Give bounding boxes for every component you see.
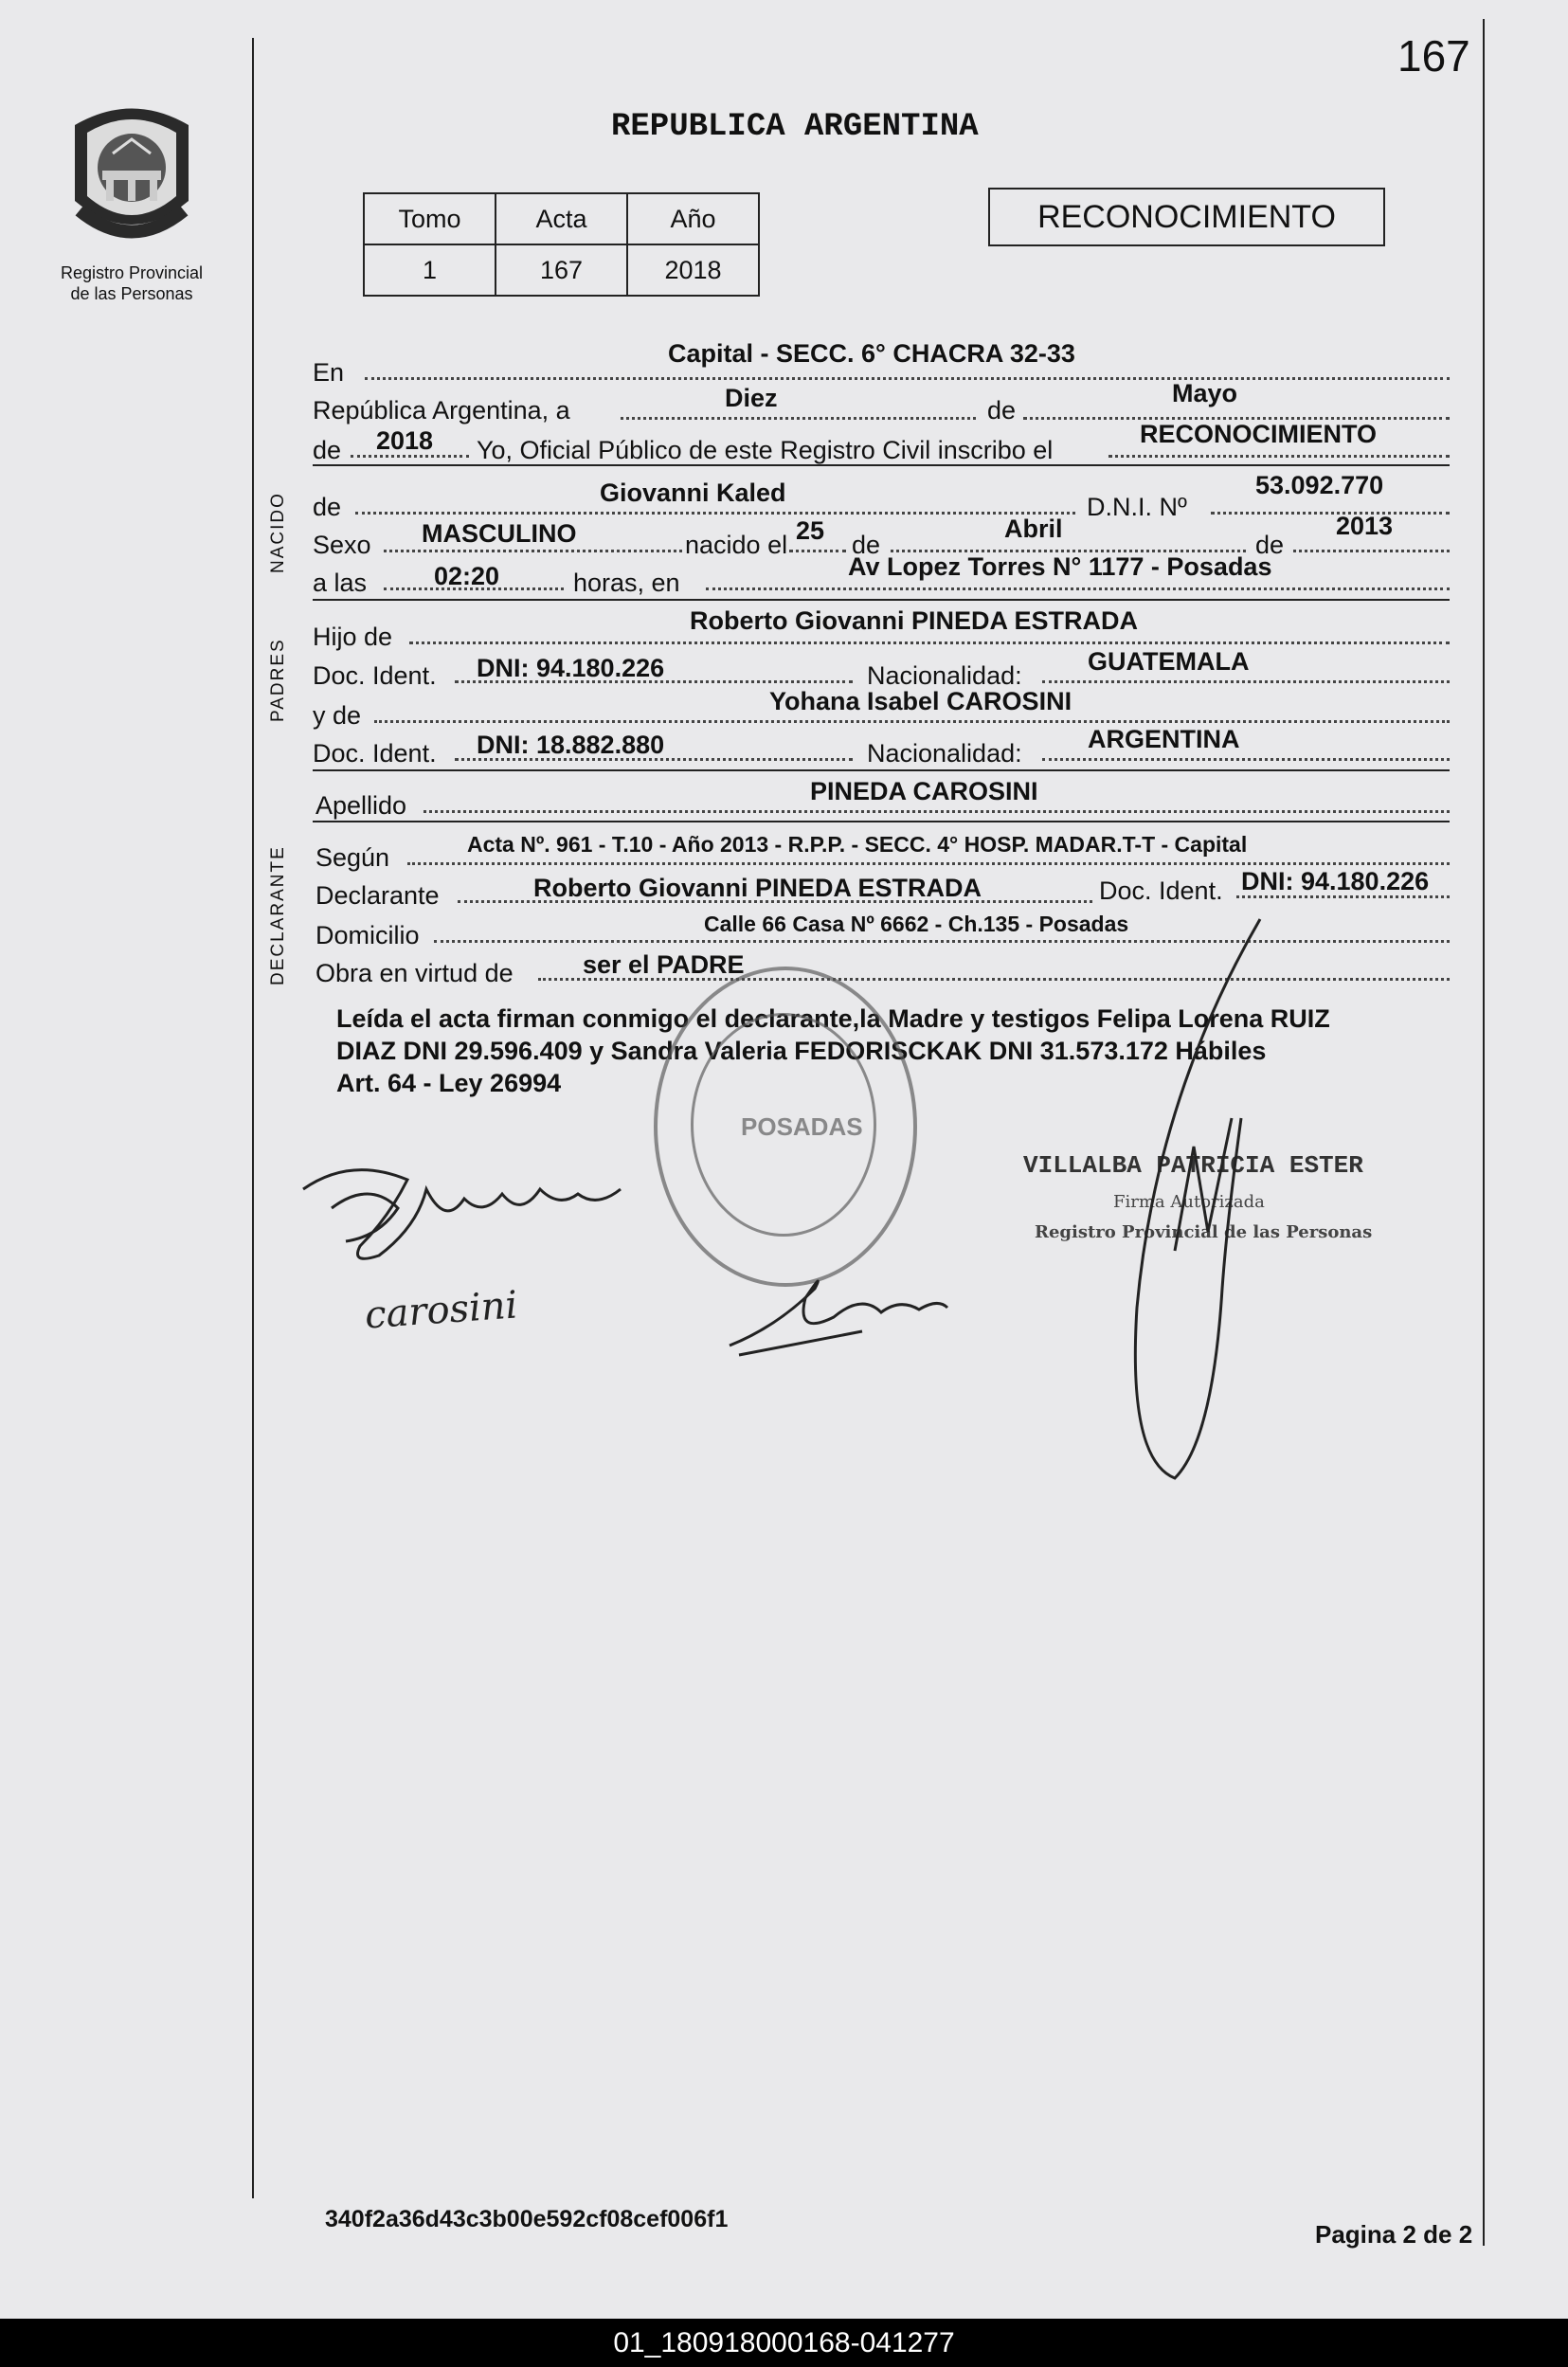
apellido-value: PINEDA CAROSINI	[810, 777, 1038, 805]
nac-mes-value: Abril	[1004, 515, 1063, 543]
side-label-padres: PADRES	[268, 638, 288, 722]
inscribo-dotted-line	[1108, 455, 1450, 458]
nac-dia-dotted-line	[789, 550, 846, 552]
nombre-de-label: de	[313, 493, 342, 521]
padre-doc-label: Doc. Ident.	[313, 661, 437, 690]
tomo-value: 1	[364, 244, 496, 296]
official-stamp-role: Firma Autorizada	[1113, 1192, 1265, 1212]
provincia-misiones-seal-icon	[61, 97, 203, 258]
anio-de-label: de	[313, 436, 342, 464]
declarante-doc-label: Doc. Ident.	[1099, 876, 1223, 905]
declarante-doc-value: DNI: 94.180.226	[1241, 867, 1430, 895]
hijo-de-label: Hijo de	[313, 623, 393, 651]
closing-line-2: DIAZ DNI 29.596.409 y Sandra Valeria FEDORISCKAK DNI 31.573.172 Hábiles	[336, 1037, 1267, 1065]
padre-nac-dotted-line	[1042, 680, 1450, 683]
declarante-value: Roberto Giovanni PINEDA ESTRADA	[533, 874, 982, 902]
mes-value: Mayo	[1172, 379, 1238, 407]
section-divider-3	[313, 769, 1450, 771]
seal-text: POSADAS	[741, 1112, 863, 1141]
madre-value: Yohana Isabel CAROSINI	[769, 687, 1072, 715]
madre-nac-value: ARGENTINA	[1088, 725, 1240, 753]
registry-round-seal	[654, 967, 917, 1287]
dni-value: 53.092.770	[1255, 471, 1384, 499]
side-label-nacido: NACIDO	[268, 492, 288, 573]
en-value: Capital - SECC. 6° CHACRA 32-33	[668, 339, 1075, 368]
padre-value: Roberto Giovanni PINEDA ESTRADA	[690, 606, 1139, 635]
acta-value: 167	[496, 244, 627, 296]
obra-label: Obra en virtud de	[315, 959, 514, 987]
declarante-signature	[294, 1151, 644, 1274]
segun-label: Según	[315, 843, 390, 872]
domicilio-value: Calle 66 Casa Nº 6662 - Ch.135 - Posadas	[704, 912, 1129, 936]
nombre-value: Giovanni Kaled	[600, 479, 786, 507]
dni-dotted-line	[1211, 512, 1450, 515]
nombre-dotted-line	[355, 512, 1075, 515]
closing-line-1: Leída el acta firman conmigo el declarante,la Madre y testigos Felipa Lorena RUIZ	[336, 1004, 1330, 1033]
right-margin-line	[1483, 19, 1485, 2246]
lugar-value: Av Lopez Torres N° 1177 - Posadas	[848, 552, 1272, 581]
anio-value: 2018	[376, 426, 434, 455]
republica-label: República Argentina, a	[313, 396, 570, 425]
registry-name-line1: Registro Provincial	[60, 263, 204, 282]
nac-de2-label: de	[1255, 531, 1285, 559]
tomo-header: Tomo	[364, 193, 496, 244]
apellido-dotted-line	[424, 810, 1450, 813]
segun-dotted-line	[407, 862, 1450, 865]
left-margin-line	[252, 38, 254, 2198]
sexo-label: Sexo	[313, 531, 371, 559]
y-de-label: y de	[313, 701, 362, 730]
section-divider-2	[313, 599, 1450, 601]
horas-en-label: horas, en	[573, 569, 680, 597]
sexo-dotted-line	[384, 550, 682, 552]
mes-de-label: de	[987, 396, 1017, 425]
section-divider-4	[313, 821, 1450, 822]
madre-doc-label: Doc. Ident.	[313, 739, 437, 768]
madre-nacionalidad-label: Nacionalidad:	[867, 739, 1022, 768]
official-stamp-registry: Registro Provincial de las Personas	[1035, 1222, 1373, 1242]
sexo-value: MASCULINO	[422, 519, 577, 548]
witness-signature	[720, 1241, 957, 1364]
padre-nacionalidad-label: Nacionalidad:	[867, 661, 1022, 690]
record-type-box: RECONOCIMIENTO	[988, 188, 1385, 246]
document-hash: 340f2a36d43c3b00e592cf08cef006f1	[325, 2206, 729, 2232]
declarante-label: Declarante	[315, 881, 440, 910]
nac-anio-value: 2013	[1336, 512, 1394, 540]
inscribo-label: Yo, Oficial Público de este Registro Civil inscribo el	[477, 436, 1054, 464]
side-label-declarante: DECLARANTE	[268, 845, 288, 985]
padre-nac-value: GUATEMALA	[1088, 647, 1250, 676]
nac-de-label: de	[852, 531, 881, 559]
closing-line-3: Art. 64 - Ley 26994	[336, 1069, 562, 1097]
record-table	[363, 192, 760, 297]
file-id-footer: 01_180918000168-041277	[0, 2319, 1568, 2367]
segun-value: Acta Nº. 961 - T.10 - Año 2013 - R.P.P. - SECC. 4° HOSP. MADAR.T-T - Capital	[467, 832, 1248, 857]
alas-label: a las	[313, 569, 368, 597]
padre-dotted-line	[409, 641, 1450, 644]
registry-name-line2: de las Personas	[70, 284, 193, 303]
lugar-dotted-line	[706, 587, 1450, 590]
section-divider-1	[313, 464, 1450, 466]
nac-anio-dotted-line	[1293, 550, 1450, 552]
madre-signature: carosini	[363, 1283, 519, 1338]
inscribo-value: RECONOCIMIENTO	[1140, 420, 1378, 448]
anio-header: Año	[627, 193, 759, 244]
nac-dia-value: 25	[796, 516, 825, 545]
dia-dotted-line	[621, 417, 976, 420]
madre-doc-value: DNI: 18.882.880	[477, 731, 665, 759]
registry-emblem	[61, 97, 203, 258]
officer-signature	[1118, 910, 1307, 1507]
dia-value: Diez	[725, 384, 778, 412]
dni-label: D.N.I. Nº	[1087, 493, 1187, 521]
padre-doc-value: DNI: 94.180.226	[477, 654, 665, 682]
hora-value: 02:20	[434, 562, 500, 590]
apellido-label: Apellido	[315, 791, 407, 820]
page-number: 167	[1397, 31, 1470, 81]
en-label: En	[313, 358, 345, 387]
anio-value: 2018	[627, 244, 759, 296]
nacido-el-label: nacido el	[685, 531, 788, 559]
domicilio-label: Domicilio	[315, 921, 420, 949]
country-title: REPUBLICA ARGENTINA	[611, 109, 979, 145]
acta-header: Acta	[496, 193, 627, 244]
madre-dotted-line	[374, 720, 1450, 723]
official-stamp-name: VILLALBA PATRICIA ESTER	[1023, 1151, 1363, 1180]
pagination: Pagina 2 de 2	[1315, 2220, 1473, 2249]
obra-value: ser el PADRE	[583, 950, 745, 979]
madre-nac-dotted-line	[1042, 758, 1450, 761]
en-dotted-line	[365, 377, 1450, 380]
